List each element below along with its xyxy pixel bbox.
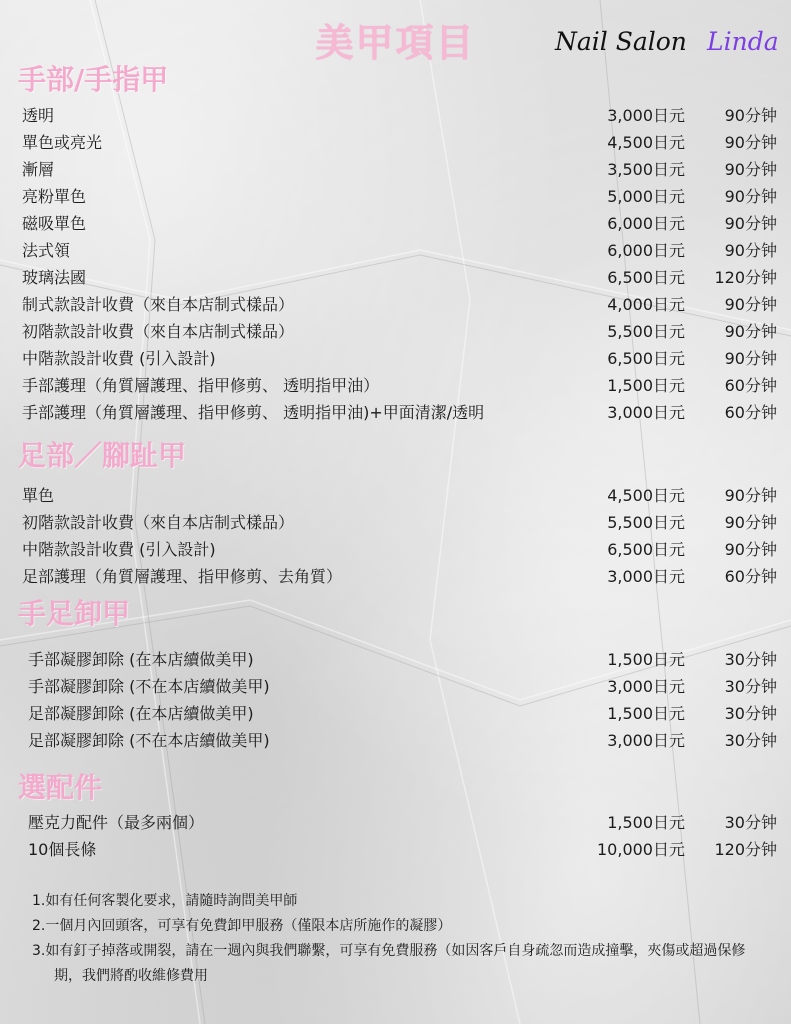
service-time: 30分钟 (724, 704, 777, 723)
service-price: 3,000日元 (607, 677, 685, 696)
service-time: 60分钟 (724, 567, 777, 586)
service-price: 3,000日元 (607, 567, 685, 586)
service-name: 足部凝膠卸除 (不在本店續做美甲) (28, 731, 270, 750)
service-price: 6,000日元 (607, 241, 685, 260)
price-row (22, 836, 777, 863)
service-time: 90分钟 (724, 349, 777, 368)
page-title: 美甲項目 (315, 21, 476, 65)
service-time: 30分钟 (724, 731, 777, 750)
service-name: 玻璃法國 (22, 268, 87, 287)
service-price: 1,500日元 (607, 704, 685, 723)
price-row (22, 237, 777, 264)
service-price: 5,000日元 (607, 187, 685, 206)
service-name: 法式領 (22, 241, 71, 260)
service-name: 中階款設計收費 (引入設計) (22, 540, 216, 559)
notes (32, 889, 772, 989)
service-price: 3,000日元 (607, 731, 685, 750)
service-time: 30分钟 (724, 813, 777, 832)
service-name: 制式款設計收費（來自本店制式樣品） (22, 295, 295, 314)
service-time: 90分钟 (724, 295, 777, 314)
price-row (22, 646, 777, 673)
service-time: 90分钟 (724, 160, 777, 179)
service-price: 6,500日元 (607, 349, 685, 368)
service-time: 90分钟 (724, 241, 777, 260)
service-name: 壓克力配件（最多兩個） (28, 813, 205, 832)
service-price: 4,000日元 (607, 295, 685, 314)
service-name: 手部凝膠卸除 (在本店續做美甲) (28, 650, 254, 669)
service-time: 90分钟 (724, 214, 777, 233)
price-row (22, 399, 777, 426)
price-row (22, 482, 777, 509)
service-price: 3,500日元 (607, 160, 685, 179)
service-time: 60分钟 (724, 376, 777, 395)
note-item: 3.如有釘子掉落或開裂，請在一週內與我們聯繫，可享有免費服務（如因客戶自身疏忽而造成撞擊，夾傷或超過保修期，我們將酌收維修費用 (32, 943, 746, 984)
service-name: 手部護理（角質層護理、指甲修剪、 透明指甲油） (22, 376, 380, 395)
service-price: 5,500日元 (607, 513, 685, 532)
service-price: 1,500日元 (607, 813, 685, 832)
brand-name: Nail Salon (555, 27, 687, 56)
service-name: 初階款設計收費（來自本店制式樣品） (22, 513, 295, 532)
service-name: 單色或亮光 (22, 133, 103, 152)
price-row (22, 372, 777, 399)
price-row (22, 809, 777, 836)
price-row (22, 183, 777, 210)
price-row (22, 210, 777, 237)
brand-logo (551, 16, 779, 66)
service-time: 30分钟 (724, 650, 777, 669)
section-title: 手足卸甲 (18, 597, 131, 630)
service-time: 90分钟 (724, 106, 777, 125)
note-item: 1.如有任何客製化要求，請隨時詢問美甲師 (32, 893, 298, 909)
service-name: 透明 (22, 106, 55, 125)
price-row (22, 727, 777, 754)
section-title: 選配件 (18, 771, 103, 804)
price-row (22, 156, 777, 183)
price-row (22, 102, 777, 129)
service-time: 90分钟 (724, 540, 777, 559)
price-row (22, 291, 777, 318)
service-price: 1,500日元 (607, 650, 685, 669)
service-price: 1,500日元 (607, 376, 685, 395)
service-time: 120分钟 (714, 268, 777, 287)
service-time: 30分钟 (724, 677, 777, 696)
service-time: 90分钟 (724, 187, 777, 206)
service-price: 4,500日元 (607, 133, 685, 152)
price-row (22, 700, 777, 727)
price-row (22, 536, 777, 563)
service-time: 60分钟 (724, 403, 777, 422)
service-time: 90分钟 (724, 322, 777, 341)
service-price: 5,500日元 (607, 322, 685, 341)
section-title: 足部／腳趾甲 (18, 439, 187, 472)
service-time: 90分钟 (724, 486, 777, 505)
note-item: 2.一個月內回頭客，可享有免費卸甲服務（僅限本店所施作的凝膠） (32, 918, 452, 934)
service-price: 6,000日元 (607, 214, 685, 233)
service-name: 中階款設計收費 (引入設計) (22, 349, 216, 368)
service-name: 磁吸單色 (22, 214, 87, 233)
service-name: 足部凝膠卸除 (在本店續做美甲) (28, 704, 254, 723)
service-price: 10,000日元 (597, 840, 685, 859)
price-row (22, 318, 777, 345)
price-row (22, 264, 777, 291)
price-row (22, 509, 777, 536)
service-name: 足部護理（角質層護理、指甲修剪、去角質） (22, 567, 343, 586)
service-time: 90分钟 (724, 133, 777, 152)
section-title: 手部/手指甲 (18, 63, 169, 96)
price-row (22, 673, 777, 700)
service-name: 10個長條 (28, 840, 97, 859)
service-name: 初階款設計收費（來自本店制式樣品） (22, 322, 295, 341)
service-time: 90分钟 (724, 513, 777, 532)
service-name: 亮粉單色 (22, 187, 87, 206)
service-name: 漸層 (22, 160, 55, 179)
service-name: 手部凝膠卸除 (不在本店續做美甲) (28, 677, 270, 696)
price-row (22, 345, 777, 372)
service-name: 手部護理（角質層護理、指甲修剪、 透明指甲油)+甲面清潔/透明 (22, 403, 485, 422)
price-row (22, 563, 777, 590)
service-name: 單色 (22, 486, 55, 505)
service-price: 4,500日元 (607, 486, 685, 505)
price-row (22, 129, 777, 156)
service-price: 3,000日元 (607, 106, 685, 125)
service-time: 120分钟 (714, 840, 777, 859)
service-price: 3,000日元 (607, 403, 685, 422)
brand-name-highlight: Linda (707, 27, 779, 56)
service-price: 6,500日元 (607, 540, 685, 559)
service-price: 6,500日元 (607, 268, 685, 287)
